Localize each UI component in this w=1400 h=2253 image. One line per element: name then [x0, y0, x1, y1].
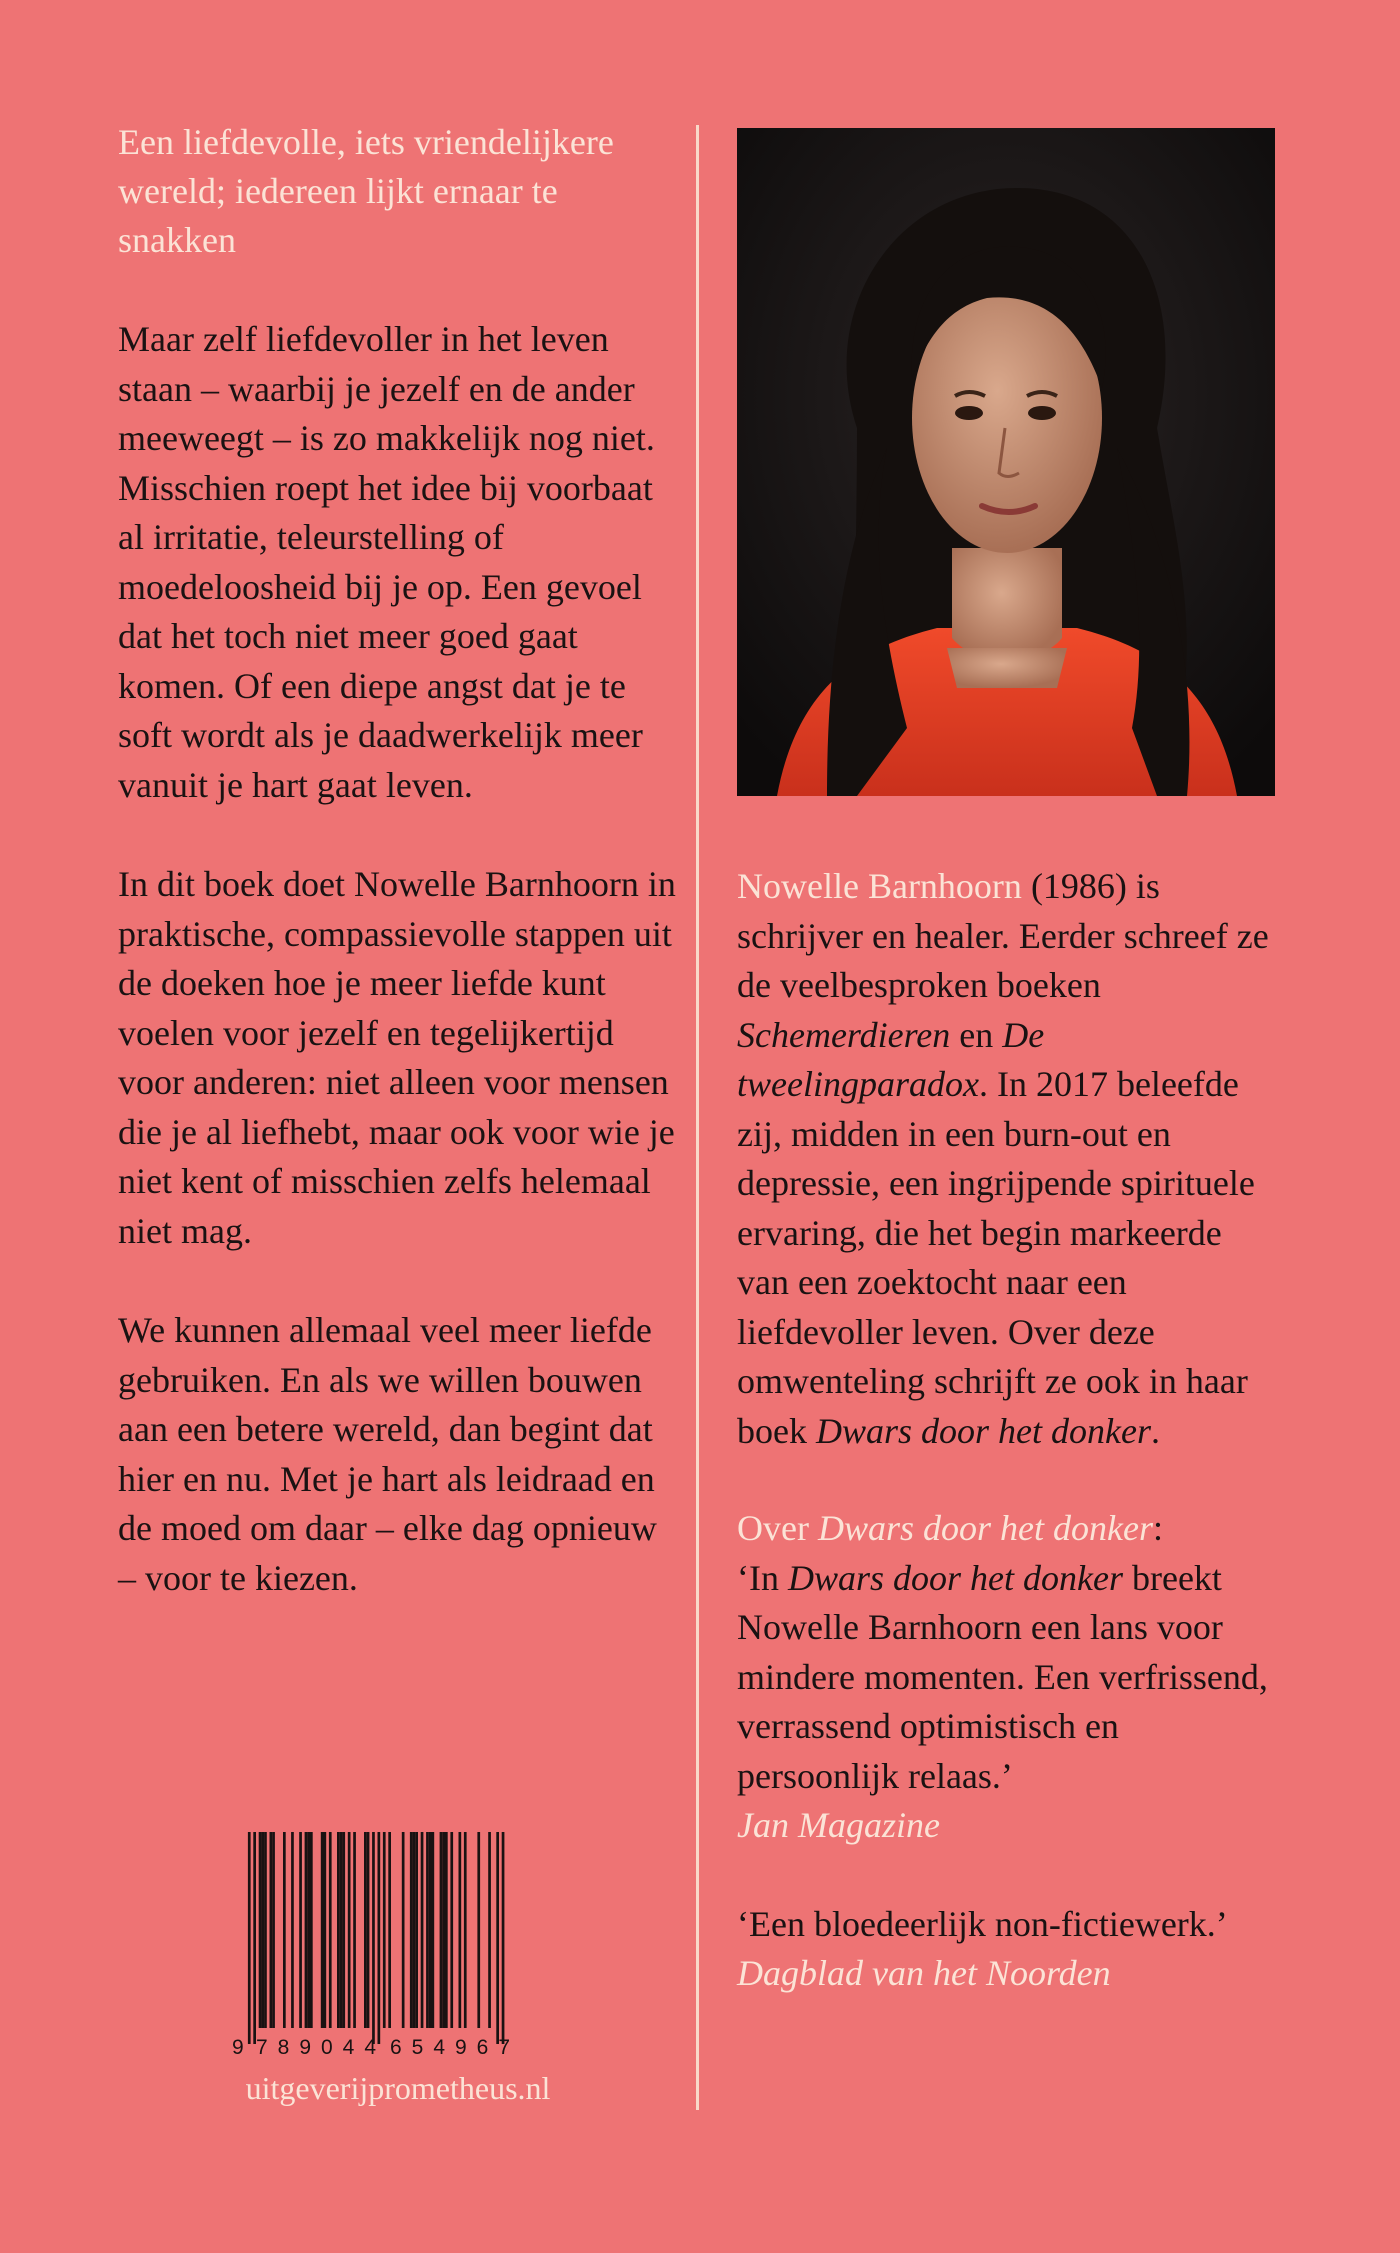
- body-paragraph-1: Maar zelf liefdevoller in het leven staan – waarbij je jezelf en de ander meeweegt – is zo makkelijk nog niet. Misschien roept het idee bij voorbaat al irritatie, teleurstelling of moedeloosheid bij je op. Een gevoel dat het toch niet meer goed gaat komen. Of een diepe angst dat je te soft wordt als je daadwerkelijk meer vanuit je hart gaat leven.: [118, 319, 655, 805]
- column-divider: [696, 125, 699, 2110]
- barcode-bar: [477, 1832, 480, 2028]
- barcode-bar: [429, 1832, 432, 2028]
- barcode-bar: [388, 1832, 391, 2028]
- quote-1-source: Jan Magazine: [737, 1805, 940, 1845]
- barcode-bar: [426, 1832, 429, 2028]
- barcode-bar: [372, 1832, 375, 2044]
- author-year: (1986): [1030, 866, 1127, 906]
- barcode-bar: [367, 1832, 370, 2028]
- intro-text: Een liefdevolle, iets vriendelijkere wereld; iedereen lijkt ernaar te snakken: [118, 122, 614, 260]
- quote-heading-prefix: Over: [737, 1508, 818, 1548]
- quote-1-open: ‘In: [737, 1557, 788, 1598]
- bio-text-2: . In 2017 beleefde zij, midden in een burn-out en depressie, een ingrijpende spirituele ervaring, die het begin markeerde van een zoektocht naar een liefdevoller leven. Over deze omwenteling schrijft ze ook in haar boek: [737, 1064, 1255, 1451]
- isbn-left-digits: 789044: [256, 2036, 376, 2058]
- barcode-bar: [432, 1832, 435, 2028]
- barcode-bar: [261, 1832, 264, 2028]
- barcode-bar: [264, 1832, 267, 2028]
- barcode-bar: [464, 1832, 467, 2028]
- quote-heading-suffix: :: [1152, 1508, 1163, 1548]
- author-name: Nowelle Barnhoorn: [737, 866, 1022, 906]
- review-quotes: [737, 1504, 1282, 1999]
- barcode-bar: [459, 1832, 462, 2028]
- book-title-tweelingparadox: De tweelingparadox: [737, 1014, 1045, 1104]
- barcode-bar: [378, 1832, 381, 2044]
- barcode-bar: [415, 1832, 418, 2028]
- bio-and: en: [950, 1014, 1003, 1055]
- barcode-bar: [324, 1832, 327, 2028]
- barcode-bar: [502, 1832, 505, 2044]
- barcode-bar: [340, 1832, 343, 2028]
- barcode-bar: [259, 1832, 262, 2028]
- barcode-bar: [440, 1832, 443, 2028]
- book-title-dwars: Dwars door het donker: [815, 1410, 1151, 1451]
- quote-heading: [737, 1504, 1282, 1554]
- book-title-schemerdieren: Schemerdieren: [737, 1014, 951, 1055]
- barcode-bar: [496, 1832, 499, 2044]
- barcode-bar: [488, 1832, 491, 2028]
- barcode-bar: [272, 1832, 275, 2028]
- barcode-bar: [402, 1832, 405, 2028]
- barcode-bar: [329, 1832, 332, 2028]
- isbn-first-digit: 9: [232, 2036, 244, 2058]
- barcode-bar: [450, 1832, 453, 2028]
- barcode-bar: [307, 1832, 310, 2028]
- barcode-bar: [348, 1832, 351, 2028]
- quote-2: ‘Een bloedeerlijk non-fictiewerk.’: [737, 1903, 1228, 1944]
- barcode-bar: [383, 1832, 386, 2028]
- quote-heading-title: Dwars door het donker: [817, 1508, 1153, 1548]
- publisher-website: uitgeverijprometheus.nl: [245, 2070, 551, 2106]
- barcode-bar: [421, 1832, 424, 2028]
- isbn-right-digits: 654967: [390, 2036, 510, 2058]
- quote-1-title: Dwars door het donker: [787, 1557, 1123, 1598]
- barcode-bar: [364, 1832, 367, 2028]
- quote-1: [737, 1554, 1282, 1802]
- bio-period: .: [1150, 1410, 1160, 1451]
- right-column: [737, 128, 1282, 1999]
- barcode-bar: [342, 1832, 345, 2028]
- author-photo: [737, 128, 1275, 796]
- barcode-bar: [299, 1832, 302, 2028]
- bio-text-1: is schrijver en healer. Eerder schreef ze de veelbesproken boeken: [737, 866, 1269, 1005]
- barcode-bar: [291, 1832, 294, 2028]
- left-column: [118, 118, 678, 1603]
- barcode-bar: [248, 1832, 251, 2044]
- barcode-bar: [283, 1832, 286, 2028]
- quote-2-source: Dagblad van het Noorden: [737, 1953, 1111, 1993]
- barcode-bar: [413, 1832, 416, 2028]
- barcode-bar: [310, 1832, 313, 2028]
- barcode-bar: [321, 1832, 324, 2028]
- barcode-graphic: [226, 1828, 546, 2058]
- barcode-bar: [442, 1832, 445, 2028]
- author-bio: [737, 862, 1282, 1456]
- barcode-bar: [270, 1832, 273, 2028]
- quote-1-rest: breekt Nowelle Barnhoorn een lans voor mindere momenten. Een verfrissend, verrassend optimistisch en persoonlijk relaas.’: [737, 1557, 1268, 1796]
- barcode-bar: [337, 1832, 340, 2028]
- body-paragraph-3: We kunnen allemaal veel meer liefde gebruiken. En als we willen bouwen aan een betere wereld, dan begint dat hier en nu. Met je hart als leidraad en de moed om daar – elke dag opnieuw – voor te kiezen.: [118, 1310, 657, 1598]
- body-paragraph-2: In dit boek doet Nowelle Barnhoorn in praktische, compassievolle stappen uit de doeken hoe je meer liefde kunt voelen voor jezelf en tegelijkertijd voor anderen: niet alleen voor mensen die je al liefhebt, maar ook voor wie je niet kent of misschien zelfs helemaal niet mag.: [118, 864, 676, 1251]
- barcode-bar: [353, 1832, 356, 2028]
- barcode-bar: [253, 1832, 256, 2044]
- barcode-bar: [410, 1832, 413, 2028]
- barcode-bar: [445, 1832, 448, 2028]
- isbn-barcode: [226, 1828, 546, 2058]
- barcode-bar: [305, 1832, 308, 2028]
